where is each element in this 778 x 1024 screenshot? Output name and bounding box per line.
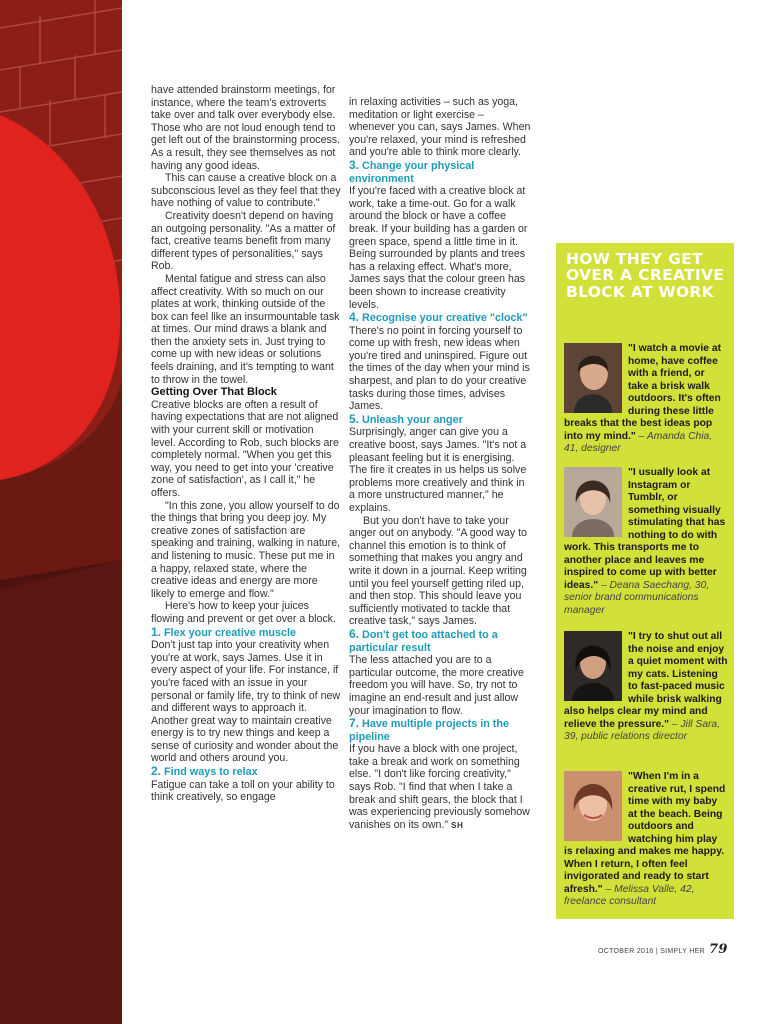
quote-text: "I watch a movie at home, have coffee with a friend, or take a brisk walk outdoors. It's often during these little breaks that the best ideas pop into my mind." (564, 343, 722, 442)
tip-title: Flex your creative muscle (164, 626, 297, 639)
sidebar-quote (564, 343, 728, 456)
tip-heading-6 (349, 628, 531, 654)
quote-attribution: – Amanda Chia, 41, designer (564, 430, 713, 454)
author-signoff: SH (451, 820, 464, 830)
tip-title: Change your physical environment (349, 159, 475, 185)
paragraph: Creativity doesn't depend on having an outgoing personality. "As a matter of fact, creative teams benefit from many different types of personalities," says Rob. (151, 209, 336, 273)
quote-attribution: – Deana Saechang, 30, senior brand communications manager (564, 579, 710, 616)
tip-title: Recognise your creative "clock" (362, 312, 528, 325)
paragraph: Surprisingly, anger can give you a creative boost, says James. "It's not a pleasant feeling but it is energising. The fire it creates in us helps us solve problems more creatively and think in a more unstructured manner," he explains. (349, 426, 527, 514)
sidebar-title: HOW THEY GET OVER A CREATIVE BLOCK AT WORK (566, 250, 725, 301)
tip-heading-4 (349, 311, 531, 325)
portrait-photo (564, 771, 622, 841)
sidebar-quote (564, 631, 728, 744)
paragraph: Here's how to keep your juices flowing and prevent or get over a block. (151, 600, 336, 625)
paragraph: Fatigue can take a toll on your ability to think creatively, so engage (151, 778, 335, 804)
tip-title: Have multiple projects in the pipeline (349, 718, 510, 743)
paragraph: have attended brainstorm meetings, for instance, where the team's extroverts take over and talk over everybody else. Those who are not loud enough tend to get left out of the brainstorming process. As a result, they see themselves as not having any good ideas. (151, 84, 341, 172)
tip-number: 3. (349, 157, 360, 172)
tip-title: Find ways to relax (164, 766, 258, 779)
tip-number: 1. (151, 624, 162, 639)
paragraph: Don't just tap into your creativity when you're at work, says James. Use it in every aspect of your life. For instance, if you're faced with an issue in your personal or family life, try to think of new and different ways to approach it. Another great way to maintain creative energy is to try new things and keep a sense of curiosity and wonder about the world and others around you. (151, 639, 341, 765)
paragraph: There's no point in forcing yourself to come up with fresh, new ideas when you're tired and uninspired. Figure out the times of the day when your mind is sharpest, and plan to do your creative tasks during those times, advises James. (349, 324, 530, 413)
paragraph: in relaxing activities – such as yoga, meditation or light exercise – whenever you can, says James. When you're relaxed, your mind is refreshed and you're able to think more clearly. (349, 96, 531, 159)
quote-text: "I try to shut out all the noise and enjoy a quiet moment with my cats. Listening to fast-paced music while brisk walking also helps clear my mind and relieve the pressure." (564, 631, 728, 730)
tip-number: 6. (349, 626, 360, 641)
page-footer (598, 942, 728, 957)
section-subheading: Getting Over That Block (151, 386, 277, 399)
quote-text: "When I'm in a creative rut, I spend time with my baby at the beach. Being outdoors and watching him play is relaxing and makes me happy. When I return, I often feel invigorated and ready to start afresh." (564, 771, 726, 895)
tip-number: 4. (349, 310, 360, 325)
paragraph: Mental fatigue and stress can also affect creativity. With so much on our plates at work, thinking outside of the box can feel like an insurmountable task at times. Our mind draws a blank and then the anxiety sets in. Just trying to come up with new ideas or solutions feels draining, and it's tempting to want to throw in the towel. (151, 272, 340, 386)
portrait-photo (564, 343, 622, 413)
tip-text: If you have a block with one project, take a break and work on something else. "I don't like forcing creativity," says Rob. "I find that when I take a break and shift gears, the block that I was experiencing previously somehow vanishes on its own." (349, 743, 530, 831)
tip-title: Unleash your anger (362, 413, 463, 426)
paragraph: This can cause a creative block on a subconscious level as they feel that they have nothing of value to contribute." (151, 172, 341, 210)
article-column-1 (151, 84, 341, 804)
page-number: 79 (708, 942, 728, 957)
tip-heading-1 (151, 626, 341, 640)
tip-number: 2. (151, 764, 162, 779)
quote-text: "I usually look at Instagram or Tumblr, or something visually stimulating that has nothing to do with work. This transports me to another place and leaves me inspired to come up with better ideas." (564, 467, 726, 591)
quotes-sidebar (556, 243, 734, 919)
paragraph: But you don't have to take your anger out on anybody. "A good way to channel this emotion is to think of something that makes you angry and write it down in a journal. Keep writing until you feel yourself getting riled up, and then stop. This should leave you sufficiently motivated to tackle that creative task," says James. (349, 514, 527, 628)
portrait-photo (564, 467, 622, 537)
portrait-photo (564, 631, 622, 701)
tip-number: 5. (349, 411, 360, 426)
tip-heading-2 (151, 765, 341, 779)
issue-label: OCTOBER 2016 | SIMPLY HER (598, 948, 705, 955)
tip-heading-5 (349, 413, 531, 427)
paragraph (349, 743, 531, 832)
tip-heading-7 (349, 717, 531, 743)
sidebar-quote (564, 771, 728, 909)
paragraph: Creative blocks are often a result of having expectations that are not aligned with your current skill or motivation level. According to Rob, such blocks are completely normal. "When you get this way, you need to get into your 'creative zone of satisfaction', as I call it," he offers. (151, 398, 339, 499)
quote-attribution: – Melissa Valle, 42, freelance consultant (564, 883, 695, 907)
paragraph: "In this zone, you allow yourself to do the things that bring you deep joy. My creative zones of satisfaction are speaking and training, walking in nature, and listening to music. These put me in a happy, relaxed state, where the creative ideas and energy are more likely to emerge and flow." (151, 499, 341, 600)
paragraph: If you're faced with a creative block at work, take a time-out. Go for a walk around the block or have a coffee break. If your building has a garden or green space, spend a little time in it. Being surrounded by plants and trees has a relaxing effect. What's more, James says that the colour green has been shown to increase creativity levels. (349, 185, 528, 311)
paragraph: The less attached you are to a particular outcome, the more creative freedom you will have. So, try not to imagine an end-result and just allow your imagination to flow. (349, 654, 524, 717)
sidebar-quote (564, 467, 728, 617)
article-column-2 (349, 96, 531, 832)
decorative-artwork (0, 0, 122, 1024)
tip-number: 7. (349, 716, 360, 731)
tip-title: Don't get too attached to a particular result (349, 628, 498, 654)
tip-heading-3 (349, 159, 531, 185)
quote-attribution: – Jill Sara, 39, public relations director (564, 718, 720, 742)
